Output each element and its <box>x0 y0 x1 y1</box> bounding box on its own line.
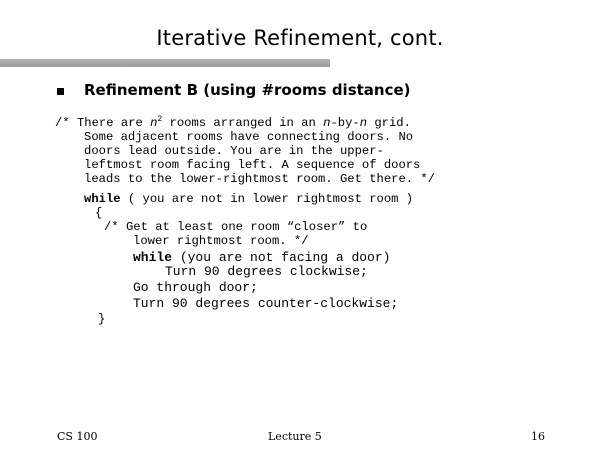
comment-text: /* There are <box>55 116 151 130</box>
while-keyword: while <box>84 192 121 206</box>
comment-line-5: leads to the lower-rightmost room. Get there. */ <box>84 172 436 186</box>
title-underline-bar <box>0 59 330 67</box>
turn-clockwise-line: Turn 90 degrees clockwise; <box>165 264 368 279</box>
close-brace: } <box>98 312 106 326</box>
footer-course: CS 100 <box>57 430 98 443</box>
bullet-heading: Refinement B (using #rooms distance) <box>84 81 411 99</box>
comment-text: rooms arranged in an <box>162 116 324 130</box>
comment-text: grid. <box>367 116 411 130</box>
while-condition: ( you are not in lower rightmost room ) <box>120 192 414 206</box>
variable-n: n <box>323 116 331 130</box>
comment-line-3: doors lead outside. You are in the upper- <box>84 144 384 158</box>
inner-comment-line-2: lower rightmost room. */ <box>133 234 309 248</box>
footer-lecture: Lecture 5 <box>268 430 322 443</box>
inner-while-line <box>133 250 390 265</box>
inner-while-keyword: while <box>133 250 173 265</box>
comment-line-2: Some adjacent rooms have connecting doors. No <box>84 130 414 144</box>
slide-title: Iterative Refinement, cont. <box>156 26 444 50</box>
footer-page-number: 16 <box>531 430 545 443</box>
inner-comment-line-1: /* Get at least one room “closer” to <box>104 220 368 234</box>
exponent: 2 <box>157 114 163 124</box>
variable-n: n <box>150 116 158 130</box>
comment-text: -by- <box>330 116 360 130</box>
comment-line-4: leftmost room facing left. A sequence of doors <box>84 158 421 172</box>
while-line <box>84 192 413 207</box>
bullet-square-icon <box>57 88 64 95</box>
go-through-door-line: Go through door; <box>133 280 258 295</box>
open-brace: { <box>95 206 103 220</box>
comment-line-1 <box>55 116 411 131</box>
inner-while-condition: (you are not facing a door) <box>172 250 391 265</box>
turn-counter-clockwise-line: Turn 90 degrees counter-clockwise; <box>133 296 399 311</box>
variable-n: n <box>359 116 368 130</box>
